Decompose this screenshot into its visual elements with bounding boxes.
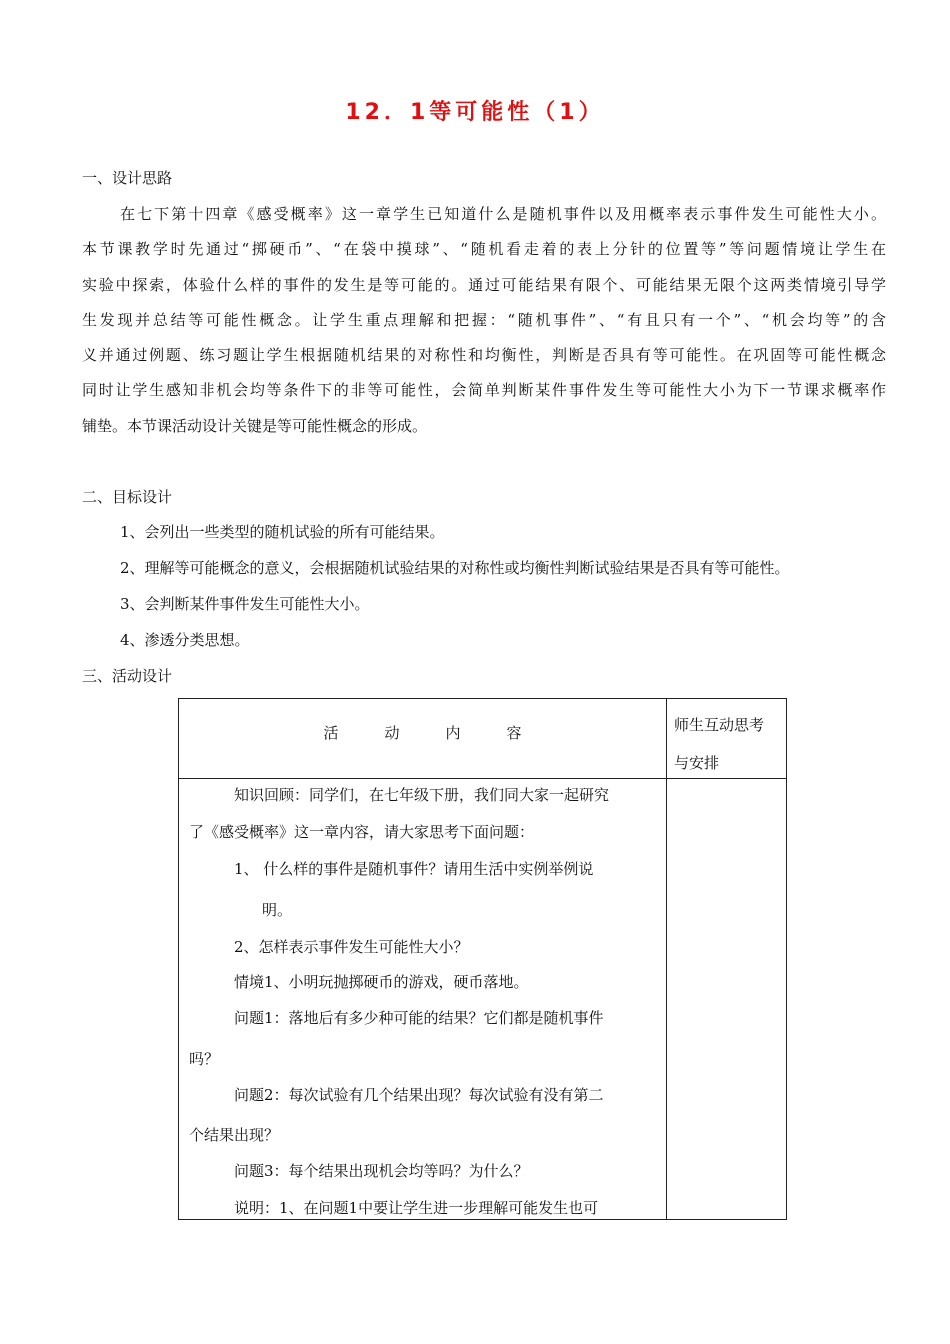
table-column-divider: [666, 699, 667, 1219]
page-title: 12．1等可能性（1）: [345, 100, 605, 125]
goal-item: 2、理解等可能概念的意义，会根据随机试验结果的对称性或均衡性判断试验结果是否具有等可能性。: [120, 559, 790, 577]
table-content-line: 2、怎样表示事件发生可能性大小？: [234, 938, 469, 956]
goal-item: 3、会判断某件事件发生可能性大小。: [120, 595, 370, 613]
goal-item: 4、渗透分类思想。: [120, 631, 250, 649]
activity-content-header: [179, 723, 666, 743]
table-content-line: 问题3：每个结果出现机会均等吗？为什么？: [234, 1162, 529, 1180]
goal-item: 1、会列出一些类型的随机试验的所有可能结果。: [120, 523, 445, 541]
paragraph-line: 本节课教学时先通过“掷硬币”、“在袋中摸球”、“随机看走着的表上分针的位置等”等问题情境让学生在: [82, 240, 886, 259]
table-content-line: 个结果出现？: [189, 1126, 280, 1144]
paragraph-line: 实验中探索，体验什么样的事件的发生是等可能的。通过可能结果有限个、可能结果无限个这两类情境引导学: [82, 275, 886, 294]
paragraph-line: 生发现并总结等可能性概念。让学生重点理解和把握：“随机事件”、“有且只有一个”、“机会均等”的含: [82, 310, 886, 329]
table-content-line: 问题1：落地后有多少种可能的结果？它们都是随机事件: [234, 1009, 604, 1027]
section-heading-goals: 二、目标设计: [82, 488, 173, 506]
header-char: 容: [506, 724, 522, 742]
paragraph-line: 在七下第十四章《感受概率》这一章学生已知道什么是随机事件以及用概率表示事件发生可能性大小。: [120, 205, 886, 223]
activity-table: [178, 698, 787, 1220]
table-content-line: 知识回顾：同学们，在七年级下册，我们同大家一起研究: [234, 786, 610, 804]
paragraph-line: 义并通过例题、练习题让学生根据随机结果的对称性和均衡性，判断是否具有等可能性。在巩固等可能性概念: [82, 346, 886, 365]
header-char: 内: [445, 724, 461, 742]
header-char: 动: [384, 724, 400, 742]
teacher-student-header: [674, 706, 784, 782]
paragraph-line: 铺垫。本节课活动设计关键是等可能性概念的形成。: [82, 416, 428, 435]
table-content-line: 说明：1、在问题1中要让学生进一步理解可能发生也可: [234, 1199, 599, 1217]
header-line: 师生互动思考: [674, 716, 765, 734]
section-heading-activity: 三、活动设计: [82, 667, 173, 685]
design-idea-paragraph: [82, 204, 886, 451]
header-line: 与安排: [674, 754, 720, 772]
header-char: 活: [323, 724, 339, 742]
table-content-line: 明。: [262, 901, 293, 919]
table-content-line: 吗？: [189, 1050, 220, 1068]
table-content-line: 了《感受概率》这一章内容，请大家思考下面问题：: [189, 823, 535, 841]
paragraph-line: 同时让学生感知非机会均等条件下的非等可能性，会简单判断某件事件发生等可能性大小为下一节课求概率作: [82, 381, 886, 400]
table-content-line: 1、 什么样的事件是随机事件？请用生活中实例举例说: [234, 860, 594, 878]
section-heading-design-idea: 一、设计思路: [82, 169, 173, 187]
table-content-line: 问题2：每次试验有几个结果出现？每次试验有没有第二: [234, 1086, 604, 1104]
table-content-line: 情境1、小明玩抛掷硬币的游戏，硬币落地。: [234, 973, 529, 991]
